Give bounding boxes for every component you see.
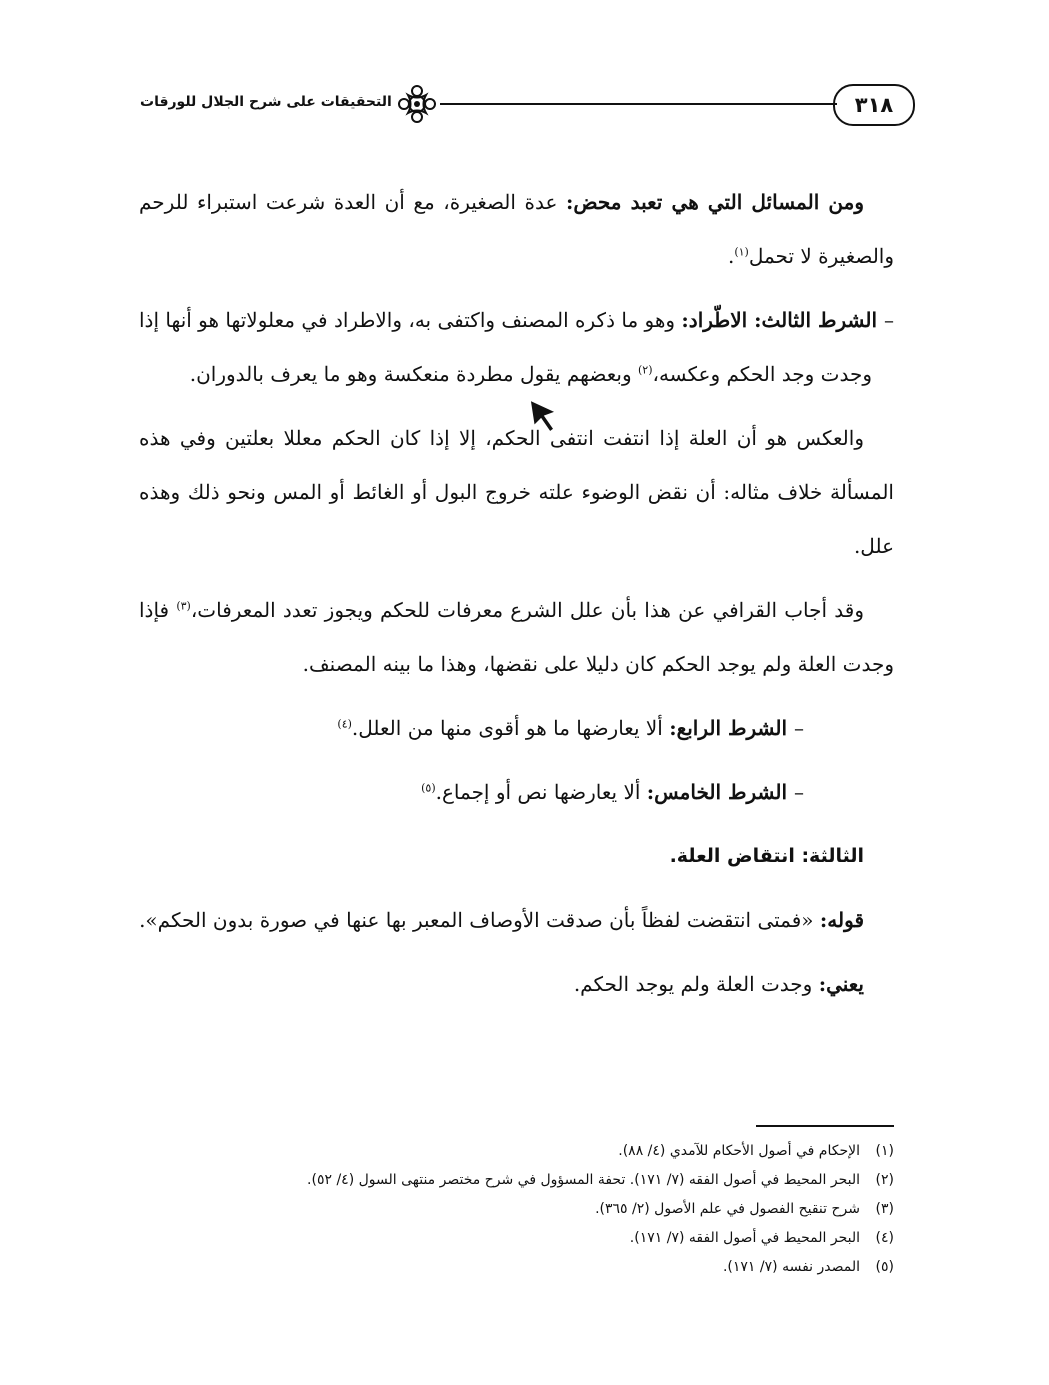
- condition-five-label: الشرط الخامس:: [646, 780, 794, 804]
- footnote-ref-1[interactable]: (١): [734, 245, 749, 259]
- bullet-dash: –: [794, 780, 804, 804]
- footnote-item: [139, 1166, 894, 1195]
- bullet-dash: –: [884, 308, 894, 332]
- section-heading: الثالثة: انتقاض العلة.: [669, 845, 864, 867]
- footnote-number: (٥): [875, 1259, 894, 1275]
- quotation-text: «فمتى انتقضت لفظاً بأن صدقت الأوصاف المعبر بها عنها في صورة بدون الحكم».: [139, 908, 820, 932]
- ornament-icon: [395, 82, 439, 126]
- footnote-number: (٢): [875, 1172, 894, 1188]
- running-header: [140, 70, 915, 160]
- footnote-text: البحر المحيط في أصول الفقه (٧/ ١٧١). تحفة المسؤول في شرح مختصر منتهى السول (٤/ ٥٢).: [307, 1172, 860, 1188]
- header-rule: [440, 103, 837, 105]
- condition-three: [139, 293, 894, 401]
- footnotes: [139, 1137, 894, 1282]
- page-body: [139, 175, 894, 1021]
- paragraph-lead: ومن المسائل التي هي تعبد محض:: [565, 190, 864, 214]
- footnote-item: [139, 1224, 894, 1253]
- explanation-text: وجدت العلة ولم يوجد الحكم.: [573, 972, 819, 996]
- page-number: [833, 84, 915, 126]
- explanation-label: يعني:: [818, 972, 864, 996]
- footnote-item: [139, 1137, 894, 1166]
- paragraph-text: عدة الصغيرة، مع أن العدة شرعت استبراء للرحم والصغيرة لا تحمل: [139, 190, 894, 268]
- footnote-item: [139, 1195, 894, 1224]
- paragraph-pure-worship: [139, 175, 894, 283]
- condition-five: [139, 765, 894, 819]
- footnote-text: البحر المحيط في أصول الفقه (٧/ ١٧١).: [629, 1230, 860, 1246]
- condition-four-label: الشرط الرابع:: [669, 716, 794, 740]
- paragraph-reverse: والعكس هو أن العلة إذا انتفت انتفى الحكم، إلا إذا كان الحكم معللا بعلتين وفي هذه المسألة خلاف مثاله: أن نقض الوضوء علته خروج البول أو الغائط أو المس ونحو ذلك وهذه علل.: [139, 426, 894, 558]
- paragraph-qarafi-text: وقد أجاب القرافي عن هذا بأن علل الشرع معرفات للحكم ويجوز تعدد المعرفات،: [190, 598, 864, 622]
- condition-three-text-continued: وبعضهم يقول مطردة منعكسة وهو ما يعرف بالدوران.: [189, 362, 638, 386]
- condition-five-text: ألا يعارضها نص أو إجماع.: [435, 780, 647, 804]
- quotation-label: قوله:: [819, 908, 864, 932]
- condition-three-label: الشرط الثالث: الاطّراد:: [681, 308, 884, 332]
- explanation-paragraph: [139, 957, 894, 1011]
- paragraph-qarafi: [139, 583, 894, 691]
- condition-four-text: ألا يعارضها ما هو أقوى منها من العلل.: [351, 716, 670, 740]
- mouse-pointer-icon: [526, 396, 566, 436]
- bullet-dash: –: [794, 716, 804, 740]
- footnote-number: (١): [875, 1143, 894, 1159]
- footnote-text: الإحكام في أصول الأحكام للآمدي (٤/ ٨٨).: [618, 1143, 860, 1159]
- footnote-ref-3[interactable]: (٣): [176, 599, 191, 613]
- quotation-paragraph: [139, 893, 894, 947]
- paragraph-qarafi-text-continued: فإذا وجدت العلة ولم يوجد الحكم كان دليلا على نقضها، وهذا ما بينه المصنف.: [139, 598, 894, 676]
- footnote-text: شرح تنقيح الفصول في علم الأصول (٢/ ٣٦٥).: [595, 1201, 860, 1217]
- footnote-number: (٣): [875, 1201, 894, 1217]
- footnote-item: [139, 1253, 894, 1282]
- condition-three-text: وهو ما ذكره المصنف واكتفى به، والاطراد في معلولاتها هو أنها إذا وجدت وجد الحكم وعكسه،: [139, 308, 872, 386]
- footnote-ref-5[interactable]: (٥): [421, 781, 436, 795]
- condition-four: [139, 701, 894, 755]
- footnote-ref-2[interactable]: (٢): [637, 363, 653, 377]
- footnote-divider: [756, 1125, 894, 1127]
- footnote-ref-4[interactable]: (٤): [337, 717, 352, 731]
- footnote-number: (٤): [875, 1230, 894, 1246]
- paragraph-end: .: [727, 244, 735, 268]
- footnote-text: المصدر نفسه (٧/ ١٧١).: [722, 1259, 860, 1275]
- book-title: التحقيقات على شرح الجلال للورقات: [140, 94, 392, 110]
- page-number-label: ٣١٨: [854, 93, 894, 117]
